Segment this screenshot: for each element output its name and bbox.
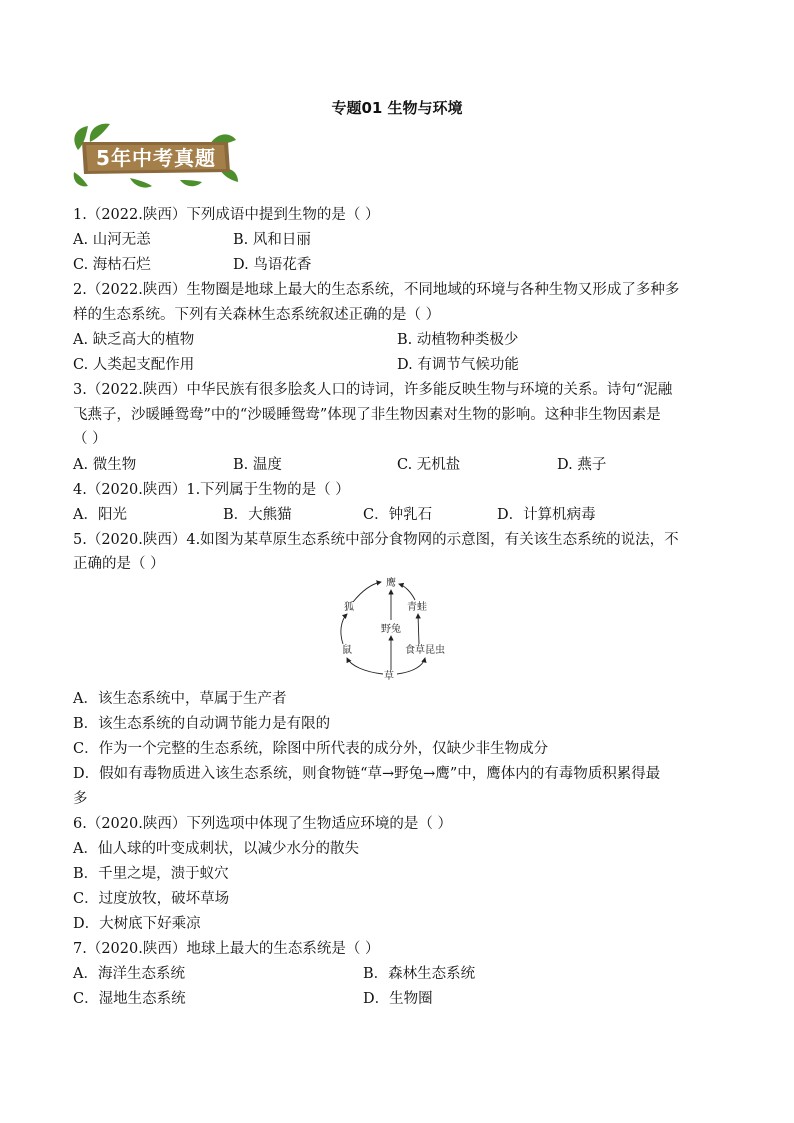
q5-option-c: C．作为一个完整的生态系统，除图中所代表的成分外，仅缺少非生物成分 — [73, 741, 549, 757]
q2-option-c: C. 人类起支配作用 — [73, 357, 195, 373]
node-insect: 食草昆虫 — [405, 645, 445, 656]
q7-stem: 7.（2020.陕西）地球上最大的生态系统是（ ） — [73, 941, 380, 957]
q6-option-b: B．千里之堤，溃于蚁穴 — [73, 866, 229, 882]
q5-stem-line1: 5.（2020.陕西）4.如图为某草原生态系统中部分食物网的示意图，有关该生态系统的说法，不 — [73, 532, 679, 548]
q4-option-b: B．大熊猫 — [223, 507, 292, 523]
q5-option-a: A．该生态系统中，草属于生产者 — [73, 691, 287, 707]
q1-option-d: D. 鸟语花香 — [233, 257, 312, 273]
q3-option-d: D. 燕子 — [557, 457, 607, 473]
q4-option-d: D．计算机病毒 — [497, 507, 596, 523]
food-web-diagram — [335, 572, 455, 684]
q7-option-c: C．湿地生态系统 — [73, 991, 186, 1007]
node-fox: 狐 — [344, 602, 354, 613]
q3-stem-line1: 3.（2022.陕西）中华民族有很多脍炙人口的诗词，许多能反映生物与环境的关系。诗句“泥融 — [73, 382, 673, 398]
banner-text: 5年中考真题 — [96, 146, 216, 170]
page-title: 专题01 生物与环境 — [331, 99, 463, 117]
q2-option-b: B. 动植物种类极少 — [397, 332, 519, 348]
q6-option-a: A．仙人球的叶变成刺状，以减少水分的散失 — [73, 841, 359, 857]
q2-stem-line2: 样的生态系统。下列有关森林生态系统叙述正确的是（ ） — [73, 307, 441, 323]
q2-option-a: A. 缺乏高大的植物 — [73, 332, 195, 348]
q5-option-b: B．该生态系统的自动调节能力是有限的 — [73, 716, 331, 732]
q7-option-b: B．森林生态系统 — [363, 966, 476, 982]
q5-option-d-line1: D．假如有毒物质进入该生态系统，则食物链“草→野兔→鹰”中，鹰体内的有毒物质积累得最 — [73, 766, 661, 782]
q4-option-a: A．阳光 — [73, 507, 127, 523]
q3-option-b: B. 温度 — [233, 457, 282, 473]
node-mouse: 鼠 — [342, 645, 352, 656]
q3-stem-line2: 飞燕子，沙暖睡鸳鸯”中的“沙暖睡鸳鸯”体现了非生物因素对生物的影响。这种非生物因素是 — [73, 407, 661, 423]
q1-option-c: C. 海枯石烂 — [73, 257, 151, 273]
q7-option-a: A．海洋生态系统 — [73, 966, 185, 982]
q1-option-a: A. 山河无恙 — [73, 232, 151, 248]
q3-stem-line3: （ ） — [73, 431, 107, 447]
q4-stem: 4.（2020.陕西）1.下列属于生物的是（ ） — [73, 482, 350, 498]
node-rabbit: 野兔 — [381, 624, 401, 635]
q3-option-c: C. 无机盐 — [397, 457, 461, 473]
q6-option-c: C．过度放牧，破坏草场 — [73, 891, 230, 907]
q6-option-d: D．大树底下好乘凉 — [73, 916, 201, 932]
q5-stem-line2: 正确的是（ ） — [73, 556, 165, 572]
q6-stem: 6.（2020.陕西）下列选项中体现了生物适应环境的是（ ） — [73, 816, 452, 832]
q2-option-d: D. 有调节气候功能 — [397, 357, 519, 373]
q3-option-a: A. 微生物 — [73, 457, 137, 473]
q7-option-d: D．生物圈 — [363, 991, 433, 1007]
q1-option-b: B. 风和日丽 — [233, 232, 311, 248]
q1-stem: 1.（2022.陕西）下列成语中提到生物的是（ ） — [73, 207, 380, 223]
q2-stem-line1: 2.（2022.陕西）生物圈是地球上最大的生态系统，不同地域的环境与各种生物又形成了多种多 — [73, 282, 680, 298]
node-frog: 青蛙 — [407, 602, 427, 613]
exam-banner — [70, 120, 240, 192]
node-eagle: 鹰 — [386, 578, 396, 589]
q5-option-d-line2: 多 — [73, 791, 88, 807]
node-grass: 草 — [384, 671, 394, 682]
q4-option-c: C．钟乳石 — [363, 507, 433, 523]
